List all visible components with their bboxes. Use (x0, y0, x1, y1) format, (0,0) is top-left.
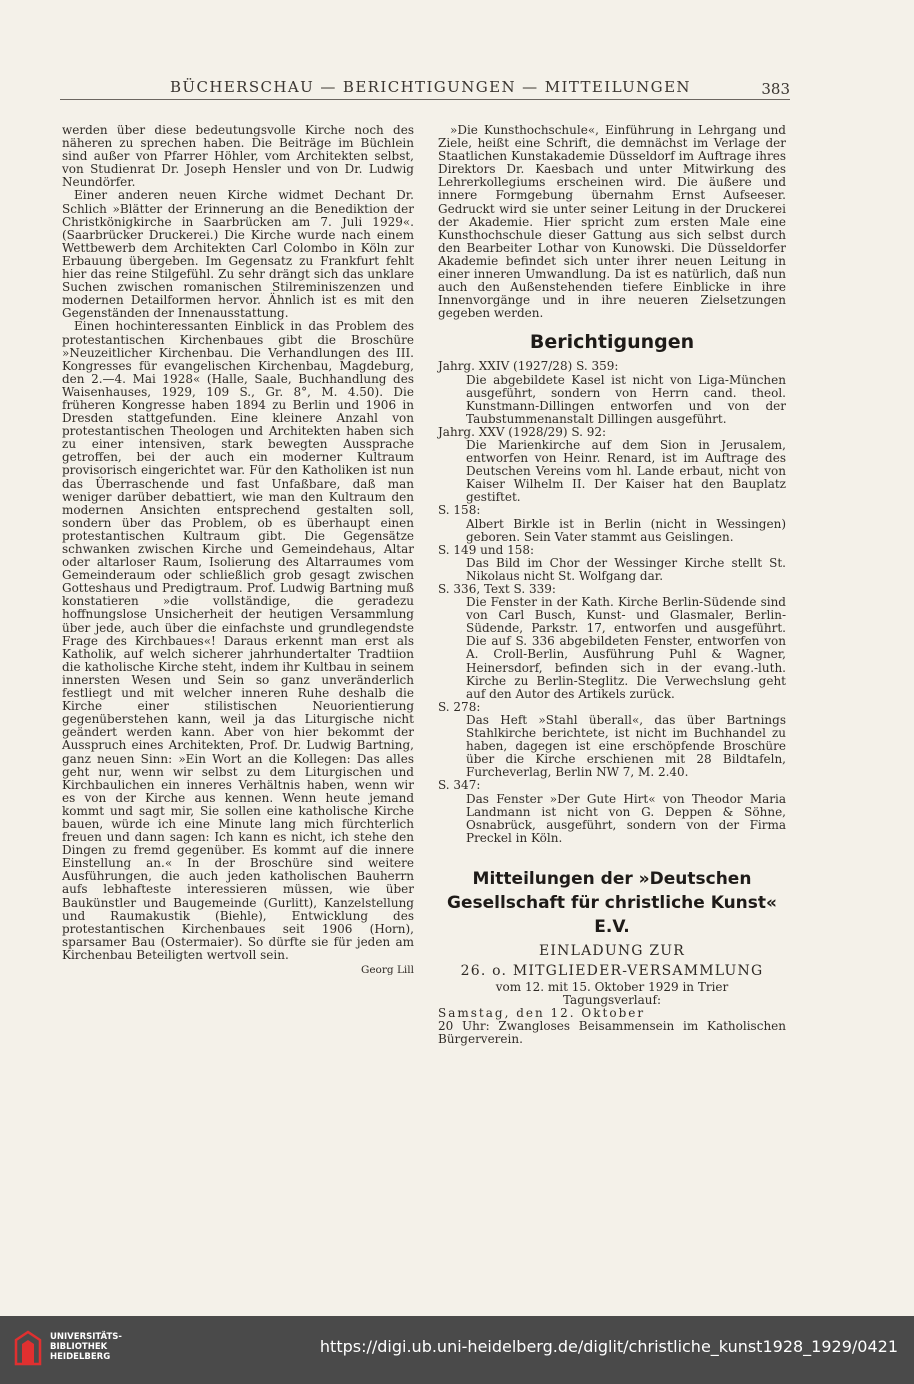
correction-text: Die Fenster in der Kath. Kirche Berlin-Südende sind von Carl Busch, Kunst- und Glasmaler, Berlin-Südende, Parkstr. 17, entworfen und ausgeführt. Die auf S. 336 abgebildeten Fenster, entworfen von A. Croll-Berlin, Ausführung Puhl & Wagner, Heinersdorf, befinden sich in der evang.-luth. Kirche zu Berlin-Steglitz. Die Verwechslung geht auf den Autor des Artikels zurück. (466, 595, 786, 701)
correction-reference: Jahrg. XXV (1928/29) S. 92: (438, 424, 607, 439)
correction-reference: S. 158: (438, 503, 481, 518)
paragraph: werden über diese bedeutungsvolle Kirche noch des näheren zu sprechen haben. Die Beiträge im Büchlein sind außer von Pfarrer Höhler, vom Architekten selbst, von Studienrat Dr. Joseph Hensler und von Dr. Ludwig Neundörfer. (62, 123, 414, 190)
footer-bar (0, 1316, 914, 1384)
author-signature: Georg Lill (360, 964, 414, 976)
left-column (62, 124, 414, 977)
source-url[interactable]: https://digi.ub.uni-heidelberg.de/diglit/christliche_kunst1928_1929/0421 (319, 1337, 898, 1356)
library-logo-icon (14, 1330, 42, 1366)
correction-entry (438, 583, 786, 701)
correction-text: Das Fenster »Der Gute Hirt« von Theodor Maria Landmann ist nicht von G. Deppen & Söhne, Osnabrück, ausgeführt, sondern von der Firma Preckel in Köln. (466, 791, 786, 845)
correction-text: Die Marienkirche auf dem Sion in Jerusalem, entworfen von Heinr. Renard, ist im Auftrage des Deutschen Vereins vom hl. Lande erbaut, nicht von Kaiser Wilhelm II. Der Kaiser hat den Bauplatz gestiftet. (466, 437, 786, 505)
correction-text: Das Bild im Chor der Wessinger Kirche stellt St. Nikolaus nicht St. Wolfgang dar. (466, 555, 786, 583)
library-name: UNIVERSITÄTS- BIBLIOTHEK HEIDELBERG (50, 1332, 122, 1362)
correction-reference: S. 336, Text S. 339: (438, 582, 556, 596)
correction-entry (438, 504, 786, 543)
correction-entry (438, 426, 786, 505)
paragraph: Einen hochinteressanten Einblick in das Problem des protestantischen Kirchenbaues gibt die Broschüre »Neuzeitlicher Kirchenbau. Die Verhandlungen des III. Kongresses für evangelischen Kirchenbau, Magdeburg, den 2.—4. Mai 1928« (Halle, Saale, Buchhandlung des Waisenhauses, 1929, 109 S., Gr. 8°, M. 4.50). Die früheren Kongresse haben 1894 zu Berlin und 1906 in Dresden stattgefunden. Eine kleinere Anzahl von protestantischen Theologen und Architekten haben sich zu einer intensiven, stark bewegten Aussprache getroffen, bei der auch ein moderner Kultraum provisorisch eingerichtet war. Für den Katholiken ist nun das Überraschende und fast Unfaßbare, daß man weniger darüber debattiert, wie man den Kultraum den modernen Ansichten entsprechend gestalten soll, sondern über das Problem, ob es überhaupt einen protestantischen Kultraum gibt. Die Gegensätze schwanken zwischen Kirche und Gemeindehaus, Altar oder altarloser Raum, Isolierung des Altarraumes vom Gemeinderaum oder schließlich grob gesagt zwischen Gotteshaus und Predigtraum. Prof. Ludwig Bartning muß konstatieren »die vollständige, die geradezu hoffnungslose Unsicherheit der heutigen Versammlung über jede, auch über die einfachste und grundlegendste Frage des Kirchbaues«! Daraus erkennt man erst als Katholik, auf welch sicherer jahrhundertalter Tradtiion die katholische Kirche steht, indem ihr Kultbau in seinem innersten Wesen und Sein so ganz unveränderlich festliegt und mit welcher inneren Ruhe deshalb die Kirche einer stilistischen Neuorientierung gegenüberstehen kann, weil ja das Liturgische nicht geändert werden kann. Aber von hier bekommt der Ausspruch eines Architekten, Prof. Dr. Ludwig Bartning, ganz neuen Sinn: »Ein Wort an die Kollegen: Das alles geht nur, wenn wir selbst zu dem Liturgischen und Kirchbaulichen ein inneres Verhältnis haben, wenn wir es von der Kirche aus kennen. Wenn heute jemand kommt und sagt mir, Sie sollen eine katholische Kirche bauen, würde ich eine Minute lang mich fürchterlich freuen und dann sagen: Ich kann es nicht, ich stehe den Dingen zu fremd gegenüber. Es kommt auf die innere Einstellung an.« In der Broschüre sind weitere Ausführungen, die auch jeden katholischen Bauherrn aufs lebhafteste interessieren müssen, wie über Baukünstler und Baugemeinde (Gurlitt), Kanzelstellung und Raumakustik (Biehle), Entwicklung des protestantischen Kirchenbaues seit 1906 (Horn), sparsamer Bau (Ostermaier). So dürfte sie für jeden am Kirchenbau Beteiligten wertvoll sein. (62, 319, 414, 962)
correction-text: Das Heft »Stahl überall«, das über Bartnings Stahlkirche berichtete, ist nicht im Buchhandel zu haben, dagegen ist eine erschöpfende Broschüre über die Kirche erschienen mit 28 Bildtafeln, Furcheverlag, Berlin NW 7, M. 2.40. (466, 712, 786, 780)
header-rule (60, 99, 790, 100)
correction-reference: S. 149 und 158: (438, 542, 535, 557)
page-header (60, 74, 790, 104)
right-column (438, 124, 786, 1046)
paragraph: »Die Kunsthochschule«, Einführung in Lehrgang und Ziele, heißt eine Schrift, die demnächst im Verlage der Staatlichen Kunstakademie Düsseldorf im Auftrage ihres Direktors Dr. Kaesbach und unter Mitwirkung des Lehrerkollegiums erscheinen wird. Die äußere und innere Formgebung übernahm Ernst Aufseeser. Gedruckt wird sie unter seiner Leitung in der Druckerei der Akademie. Hier spricht zum ersten Male eine Kunsthochschule dieser Gattung aus sich selbst durch den Bearbeiter Lothar von Kunowski. Die Düsseldorfer Akademie befindet sich unter ihrer neuen Leitung in einer inneren Umwandlung. Da ist es natürlich, daß nun auch den Außenstehenden tiefere Einblicke in ihre Innenvorgänge und in ihre neueren Zielsetzungen gegeben werden. (438, 123, 786, 321)
agenda-day: Samstag, den 12. Oktober (438, 1006, 646, 1021)
event-dates: vom 12. mit 15. Oktober 1929 in Trier (495, 979, 729, 994)
correction-reference: Jahrg. XXIV (1927/28) S. 359: (438, 359, 619, 374)
correction-text: Die abgebildete Kasel ist nicht von Liga-München ausgeführt, sondern von Herrn cand. theol. Kunstmann-Dillingen entworfen und von der Taubstummenanstalt Dillingen ausgeführt. (466, 372, 786, 426)
correction-entry (438, 360, 786, 425)
assembly-title: 26. o. MITGLIEDER-VERSAMMLUNG (460, 962, 764, 979)
correction-entry (438, 779, 786, 844)
correction-entry (438, 701, 786, 780)
corrections-heading: Berichtigungen (529, 331, 695, 354)
correction-reference: S. 347: (438, 778, 481, 793)
invitation-line: EINLADUNG ZUR (539, 942, 685, 959)
running-head: BÜCHERSCHAU — BERICHTIGUNGEN — MITTEILUNGEN (170, 78, 691, 96)
correction-text: Albert Birkle ist in Berlin (nicht in Wessingen) geboren. Sein Vater stammt aus Geislingen. (466, 516, 786, 544)
notice-heading: Mitteilungen der »Deutschen Gesellschaft für christliche Kunst« E.V. (446, 868, 778, 937)
correction-reference: S. 278: (438, 699, 481, 714)
paragraph: Einer anderen neuen Kirche widmet Dechant Dr. Schlich »Blätter der Erinnerung an die Benediktion der Christkönigkirche in Saarbrücken am 7. Juli 1929«. (Saarbrücker Druckerei.) Die Kirche wurde nach einem Wettbewerb dem Architekten Carl Colombo in Köln zur Erbauung übergeben. Im Gegensatz zu Frankfurt fehlt hier das reine Stilgefühl. Zu sehr drängt sich das unklare Suchen zwischen romanischen Stilreminiszenzen und modernen Detailformen hervor. Ähnlich ist es mit den Gegenständen der Innenausstattung. (62, 188, 414, 321)
page-number: 383 (761, 80, 790, 98)
agenda-item: 20 Uhr: Zwangloses Beisammensein im Katholischen Bürgerverein. (438, 1019, 786, 1047)
agenda-label: Tagungsverlauf: (562, 992, 662, 1007)
correction-entry (438, 544, 786, 583)
